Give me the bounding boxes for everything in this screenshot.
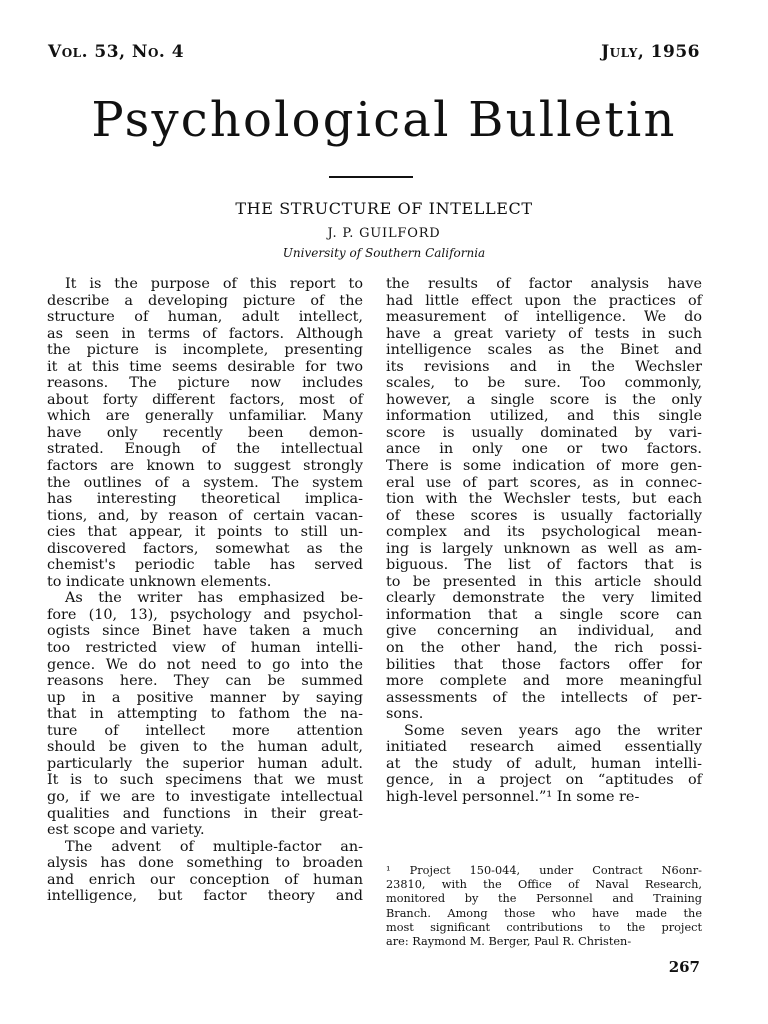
text-line: had little effect upon the practices of [386,292,702,309]
text-line: it at this time seems desirable for two [47,358,363,375]
text-line: about forty different factors, most of [47,391,363,408]
text-line: gence. We do not need to go into the [47,656,363,673]
text-line: cies that appear, it points to still un- [47,524,363,541]
text-line: factors are known to suggest strongly [47,458,363,475]
text-line: more complete and more meaningful [386,673,702,690]
text-line: measurement of intelligence. We do [386,309,702,326]
text-line: ance in only one or two factors. [386,441,702,458]
text-line: and enrich our conception of human [47,871,363,888]
text-line: 23810, with the Office of Naval Research, [386,878,702,892]
text-line: its revisions and in the Wechsler [386,358,702,375]
text-line: structure of human, adult intellect, [47,309,363,326]
text-line: biguous. The list of factors that is [386,557,702,574]
text-line: discovered factors, somewhat as the [47,540,363,557]
text-line: monitored by the Personnel and Training [386,892,702,906]
text-line: information utilized, and this single [386,408,702,425]
author-affiliation: University of Southern California [282,246,486,260]
journal-title: Psychological Bulletin [91,92,677,148]
text-line: as seen in terms of factors. Although [47,325,363,342]
text-line: Branch. Among those who have made the [386,906,702,920]
text-line: intelligence, but factor theory and [47,888,363,905]
text-line: ¹ Project 150-044, under Contract N6onr- [386,864,702,877]
text-line: to be presented in this article should [386,573,702,590]
text-line: initiated research aimed essentially [386,739,702,756]
text-line: tions, and, by reason of certain vacan- [47,507,363,524]
page-number: 267 [668,958,700,976]
text-line: complex and its psychological mean- [386,524,702,541]
text-line: It is to such specimens that we must [47,772,363,789]
text-line: go, if we are to investigate intellectual [47,788,363,805]
text-line: most significant contributions to the project [386,920,702,934]
text-line: scales, to be sure. Too commonly, [386,375,702,392]
text-line: qualities and functions in their great- [47,805,363,822]
text-line: have only recently been demon- [47,424,363,441]
text-line: to indicate unknown elements. [47,573,272,590]
text-line: The advent of multiple-factor an- [65,838,363,855]
text-line: information that a single score can [386,606,702,623]
text-line: Some seven years ago the writer [404,722,702,739]
article-title: THE STRUCTURE OF INTELLECT [235,199,533,218]
text-line: gence, in a project on “aptitudes of [386,772,702,789]
text-line: score is usually dominated by vari- [386,424,702,441]
text-line: the results of factor analysis have [386,276,702,292]
text-line: that in attempting to fathom the na- [47,706,363,723]
text-line: however, a single score is the only [386,391,702,408]
text-line: reasons here. They can be summed [47,673,363,690]
footnote [386,864,702,949]
volume-issue: Vol. 53, No. 4 [48,42,185,62]
title-divider [329,176,413,178]
issue-date: July, 1956 [601,42,700,62]
text-line: clearly demonstrate the very limited [386,590,702,607]
text-line: ogists since Binet have taken a much [47,623,363,640]
text-line: As the writer has emphasized be- [65,590,363,607]
text-line: reasons. The picture now includes [47,375,363,392]
text-line: at the study of adult, human intelli- [386,755,702,772]
text-line: should be given to the human adult, [47,739,363,756]
text-line: of these scores is usually factorially [386,507,702,524]
text-line: the outlines of a system. The system [47,474,363,491]
text-line: chemist's periodic table has served [47,557,363,574]
text-line: sons. [386,706,424,723]
text-line: est scope and variety. [47,822,205,839]
text-line: high-level personnel.”¹ In some re- [386,788,640,805]
text-line: It is the purpose of this report to [65,276,363,292]
text-line: give concerning an individual, and [386,623,702,640]
text-line: alysis has done something to broaden [47,855,363,872]
text-line: bilities that those factors offer for [386,656,702,673]
right-column [386,276,702,806]
left-column [47,276,363,905]
text-line: There is some indication of more gen- [386,458,702,475]
text-line: which are generally unfamiliar. Many [47,408,363,425]
text-line: intelligence scales as the Binet and [386,342,702,359]
text-line: assessments of the intellects of per- [386,689,702,706]
text-line: tion with the Wechsler tests, but each [386,491,702,508]
text-line: are: Raymond M. Berger, Paul R. Christen- [386,934,632,948]
author-name: J. P. GUILFORD [327,226,441,241]
text-line: ing is largely unknown as well as am- [386,540,702,557]
text-line: on the other hand, the rich possi- [386,640,702,657]
text-line: up in a positive manner by saying [47,689,363,706]
text-line: too restricted view of human intelli- [47,640,363,657]
text-line: fore (10, 13), psychology and psychol- [47,606,363,623]
text-line: describe a developing picture of the [47,292,363,309]
text-line: eral use of part scores, as in connec- [386,474,702,491]
text-line: ture of intellect more attention [47,722,363,739]
text-line: the picture is incomplete, presenting [47,342,363,359]
text-line: particularly the superior human adult. [47,755,363,772]
text-line: have a great variety of tests in such [386,325,702,342]
text-line: strated. Enough of the intellectual [47,441,363,458]
text-line: has interesting theoretical implica- [47,491,363,508]
